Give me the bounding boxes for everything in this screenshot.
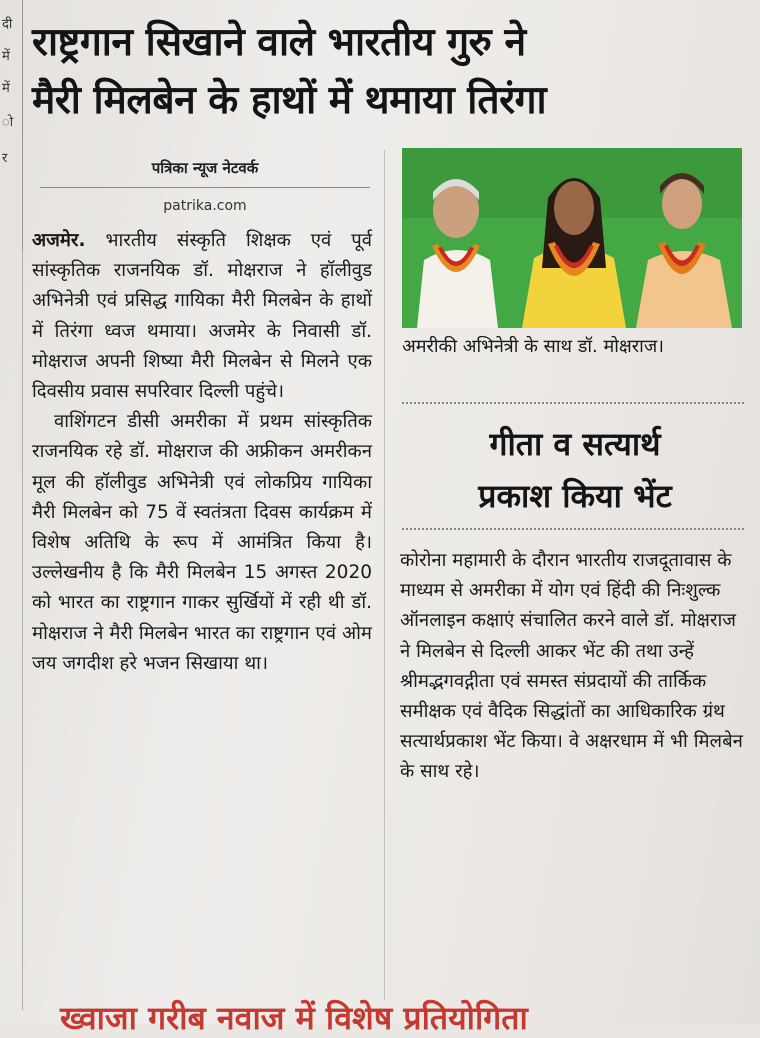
headline-line-1: राष्ट्रगान सिखाने वाले भारतीय गुरु ने <box>32 20 526 65</box>
byline-rule <box>40 187 370 188</box>
next-story-headline: ख्वाजा गरीब नवाज में विशेष प्रतियोगिता <box>60 999 528 1037</box>
sidebar-heading <box>400 418 750 522</box>
margin-fragment: ो <box>2 115 14 130</box>
sidebar-heading-line-1: गीता व सत्यार्थ <box>489 425 661 463</box>
photo-caption: अमरीकी अभिनेत्री के साथ डॉ. मोक्षराज। <box>402 336 664 357</box>
article-paragraph-1 <box>32 226 372 407</box>
news-photo <box>402 148 742 328</box>
site-credit: patrika.com <box>163 198 247 214</box>
paragraph-1-text: भारतीय संस्कृति शिक्षक एवं पूर्व सांस्कृतिक राजनयिक डॉ. मोक्षराज ने हॉलीवुड अभिनेत्री एवं प्रसिद्ध गायिका मैरी मिलबेन के हाथों में तिरंगा ध्वज थमाया। अजमेर के निवासी डॉ. मोक्षराज अपनी शिष्या मैरी मिलबेन से मिलने एक दिवसीय प्रवास सपरिवार दिल्ली पहुंचे। <box>32 230 372 403</box>
headline-line-2: मैरी मिलबेन के हाथों में थमाया तिरंगा <box>32 78 547 123</box>
dotted-rule <box>402 528 744 530</box>
photo-illustration <box>402 148 742 328</box>
dateline: अजमेर. <box>32 230 86 251</box>
margin-fragment: में <box>2 81 10 96</box>
adjacent-column-fragment <box>0 0 23 250</box>
margin-fragment: में <box>2 49 10 64</box>
margin-fragment: दी <box>2 17 13 32</box>
column-divider <box>22 250 23 1010</box>
column-divider <box>384 150 385 1000</box>
margin-fragment: र <box>2 151 8 166</box>
dotted-rule <box>402 402 744 404</box>
sidebar-body: कोरोना महामारी के दौरान भारतीय राजदूतावास के माध्यम से अमरीका में योग एवं हिंदी की निःशुल्क ऑनलाइन कक्षाएं संचालित करने वाले डॉ. मोक्षराज ने मिलबेन से दिल्ली आकर भेंट की तथा उन्हें श्रीमद्भगवद्गीता एवं समस्त संप्रदायों की तार्किक समीक्षक एवं वैदिक सिद्धांतों का आधिकारिक ग्रंथ सत्यार्थप्रकाश भेंट किया। वे अक्षरधाम में भी मिलबेन के साथ रहे। <box>400 550 743 783</box>
main-headline <box>32 14 752 130</box>
sidebar-heading-line-2: प्रकाश किया भेंट <box>478 477 672 515</box>
article-body <box>32 226 372 679</box>
byline: पत्रिका न्यूज नेटवर्क <box>151 159 259 177</box>
article-paragraph-2: वाशिंगटन डीसी अमरीका में प्रथम सांस्कृतिक राजनयिक रहे डॉ. मोक्षराज की अफ्रीकन अमरीकन मूल की हॉलीवुड अभिनेत्री एवं लोकप्रिय गायिका मैरी मिलबेन को 75 वें स्वतंत्रता दिवस कार्यक्रम में विशेष अतिथि के रूप में आमंत्रित किया है। उल्लेखनीय है कि मैरी मिलबेन 15 अगस्त 2020 को भारत का राष्ट्रगान गाकर सुर्खियों में रही थी डॉ. मोक्षराज ने मैरी मिलबेन भारत का राष्ट्रगान एवं ओम जय जगदीश हरे भजन सिखाया था। <box>32 411 372 674</box>
